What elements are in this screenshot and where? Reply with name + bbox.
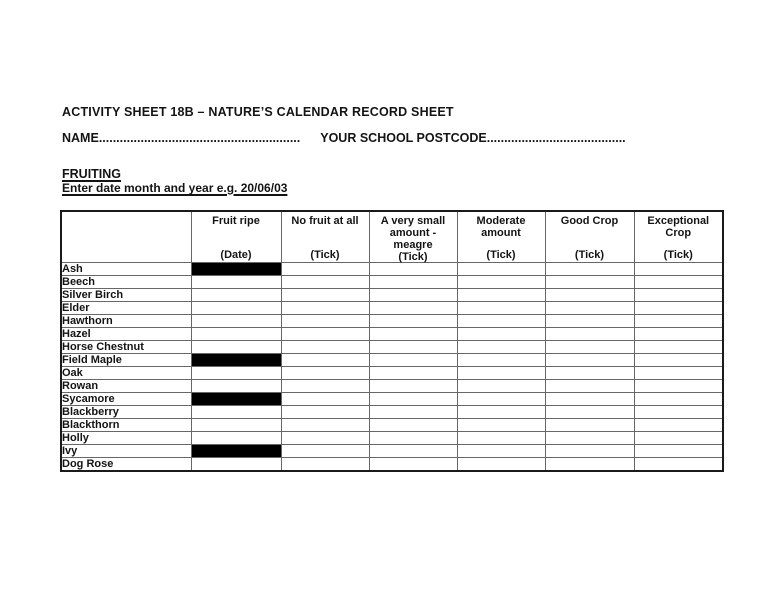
- tick-cell-empty: [457, 302, 545, 315]
- page-title: ACTIVITY SHEET 18B – NATURE’S CALENDAR RECORD SHEET: [62, 105, 454, 119]
- name-fill-line: ..........................................................: [98, 131, 301, 145]
- table-row: [61, 367, 723, 380]
- tick-cell-empty: [369, 328, 457, 341]
- tick-cell-empty: [457, 419, 545, 432]
- table-row: [61, 289, 723, 302]
- tick-cell-empty: [369, 393, 457, 406]
- column-label: A very small amount - meagre: [380, 215, 446, 251]
- instruction-text: Enter date month and year e.g. 20/06/03: [62, 181, 288, 195]
- tick-cell-empty: [457, 406, 545, 419]
- fruiting-table: [60, 210, 724, 472]
- tick-cell-empty: [369, 276, 457, 289]
- table-row: [61, 445, 723, 458]
- date-cell-empty: [191, 458, 281, 472]
- column-header-moderate-amount: [457, 211, 545, 263]
- tick-cell-empty: [545, 328, 634, 341]
- tick-cell-empty: [281, 458, 369, 472]
- tick-cell-empty: [281, 328, 369, 341]
- tick-cell-empty: [369, 354, 457, 367]
- column-label: Moderate amount: [476, 215, 526, 239]
- tick-cell-empty: [545, 406, 634, 419]
- column-header-fruit-ripe: [191, 211, 281, 263]
- tick-cell-empty: [369, 315, 457, 328]
- tick-cell-empty: [281, 315, 369, 328]
- tick-cell-empty: [634, 419, 723, 432]
- tick-cell-empty: [281, 289, 369, 302]
- tick-cell-empty: [369, 302, 457, 315]
- tick-cell-empty: [457, 289, 545, 302]
- species-name: Hawthorn: [61, 315, 191, 328]
- column-sub-label: (Tick): [574, 249, 605, 261]
- column-header-species: [61, 211, 191, 263]
- date-cell-empty: [191, 289, 281, 302]
- species-name: Silver Birch: [61, 289, 191, 302]
- date-cell-filled: [191, 393, 281, 406]
- column-sub-label: (Date): [220, 249, 252, 261]
- species-name: Ivy: [61, 445, 191, 458]
- date-cell-empty: [191, 367, 281, 380]
- date-cell-empty: [191, 419, 281, 432]
- column-sub-label: (Tick): [310, 249, 340, 261]
- date-cell-filled: [191, 263, 281, 276]
- tick-cell-empty: [634, 445, 723, 458]
- tick-cell-empty: [369, 432, 457, 445]
- tick-cell-empty: [457, 354, 545, 367]
- species-name: Blackthorn: [61, 419, 191, 432]
- name-label: NAME: [62, 131, 99, 145]
- column-label: Fruit ripe: [212, 215, 260, 227]
- tick-cell-empty: [634, 341, 723, 354]
- date-cell-empty: [191, 406, 281, 419]
- date-cell-empty: [191, 315, 281, 328]
- tick-cell-empty: [457, 393, 545, 406]
- date-cell-empty: [191, 328, 281, 341]
- tick-cell-empty: [369, 367, 457, 380]
- species-name: Sycamore: [61, 393, 191, 406]
- date-cell-empty: [191, 302, 281, 315]
- tick-cell-empty: [634, 367, 723, 380]
- tick-cell-empty: [634, 263, 723, 276]
- tick-cell-empty: [281, 354, 369, 367]
- column-sub-label: (Tick): [663, 249, 693, 261]
- tick-cell-empty: [281, 380, 369, 393]
- tick-cell-empty: [281, 341, 369, 354]
- date-cell-empty: [191, 432, 281, 445]
- postcode-label: YOUR SCHOOL POSTCODE: [320, 131, 487, 145]
- tick-cell-empty: [545, 289, 634, 302]
- tick-cell-empty: [369, 445, 457, 458]
- tick-cell-empty: [369, 419, 457, 432]
- tick-cell-empty: [457, 367, 545, 380]
- tick-cell-empty: [634, 302, 723, 315]
- tick-cell-empty: [281, 406, 369, 419]
- tick-cell-empty: [634, 315, 723, 328]
- table-row: [61, 341, 723, 354]
- column-label: No fruit at all: [291, 215, 359, 227]
- tick-cell-empty: [634, 289, 723, 302]
- table-row: [61, 354, 723, 367]
- tick-cell-empty: [545, 341, 634, 354]
- tick-cell-empty: [634, 328, 723, 341]
- tick-cell-empty: [545, 354, 634, 367]
- species-name: Beech: [61, 276, 191, 289]
- tick-cell-empty: [281, 432, 369, 445]
- table-row: [61, 458, 723, 472]
- column-header-very-small-amount-meagre: [369, 211, 457, 263]
- table-row: [61, 302, 723, 315]
- tick-cell-empty: [634, 406, 723, 419]
- tick-cell-empty: [545, 393, 634, 406]
- table-row: [61, 276, 723, 289]
- name-postcode-line: [62, 131, 626, 145]
- tick-cell-empty: [281, 367, 369, 380]
- date-cell-empty: [191, 341, 281, 354]
- species-name: Blackberry: [61, 406, 191, 419]
- tick-cell-empty: [369, 341, 457, 354]
- species-name: Elder: [61, 302, 191, 315]
- tick-cell-empty: [369, 458, 457, 472]
- tick-cell-empty: [457, 328, 545, 341]
- tick-cell-empty: [281, 419, 369, 432]
- table-header-row: [61, 211, 723, 263]
- date-cell-filled: [191, 354, 281, 367]
- species-name: Oak: [61, 367, 191, 380]
- tick-cell-empty: [457, 445, 545, 458]
- column-header-exceptional-crop: [634, 211, 723, 263]
- tick-cell-empty: [457, 432, 545, 445]
- tick-cell-empty: [281, 393, 369, 406]
- tick-cell-empty: [457, 380, 545, 393]
- tick-cell-empty: [457, 341, 545, 354]
- tick-cell-empty: [369, 289, 457, 302]
- tick-cell-empty: [457, 315, 545, 328]
- postcode-fill-line: ........................................: [486, 131, 626, 145]
- date-cell-filled: [191, 445, 281, 458]
- tick-cell-empty: [369, 406, 457, 419]
- tick-cell-empty: [545, 458, 634, 472]
- tick-cell-empty: [634, 393, 723, 406]
- tick-cell-empty: [634, 458, 723, 472]
- table-row: [61, 393, 723, 406]
- species-name: Field Maple: [61, 354, 191, 367]
- tick-cell-empty: [634, 380, 723, 393]
- tick-cell-empty: [369, 263, 457, 276]
- tick-cell-empty: [369, 380, 457, 393]
- tick-cell-empty: [545, 263, 634, 276]
- table-row: [61, 406, 723, 419]
- tick-cell-empty: [457, 458, 545, 472]
- table-row: [61, 419, 723, 432]
- species-name: Holly: [61, 432, 191, 445]
- tick-cell-empty: [545, 380, 634, 393]
- column-sub-label: (Tick): [398, 251, 428, 263]
- species-name: Ash: [61, 263, 191, 276]
- column-header-good-crop: [545, 211, 634, 263]
- species-name: Dog Rose: [61, 458, 191, 472]
- species-name: Hazel: [61, 328, 191, 341]
- tick-cell-empty: [281, 302, 369, 315]
- table-row: [61, 380, 723, 393]
- tick-cell-empty: [281, 445, 369, 458]
- tick-cell-empty: [281, 263, 369, 276]
- date-cell-empty: [191, 276, 281, 289]
- section-heading: FRUITING: [62, 167, 122, 181]
- species-name: Rowan: [61, 380, 191, 393]
- date-cell-empty: [191, 380, 281, 393]
- table-row: [61, 328, 723, 341]
- tick-cell-empty: [545, 276, 634, 289]
- tick-cell-empty: [634, 432, 723, 445]
- tick-cell-empty: [634, 354, 723, 367]
- tick-cell-empty: [545, 367, 634, 380]
- tick-cell-empty: [281, 276, 369, 289]
- tick-cell-empty: [545, 302, 634, 315]
- column-sub-label: (Tick): [486, 249, 516, 261]
- tick-cell-empty: [545, 315, 634, 328]
- column-label: Good Crop: [560, 215, 619, 227]
- column-label: Exceptional Crop: [647, 215, 710, 239]
- table-row: [61, 263, 723, 276]
- tick-cell-empty: [457, 263, 545, 276]
- tick-cell-empty: [457, 276, 545, 289]
- tick-cell-empty: [634, 276, 723, 289]
- tick-cell-empty: [545, 432, 634, 445]
- tick-cell-empty: [545, 445, 634, 458]
- table-row: [61, 315, 723, 328]
- column-header-no-fruit-at-all: [281, 211, 369, 263]
- table-row: [61, 432, 723, 445]
- tick-cell-empty: [545, 419, 634, 432]
- species-name: Horse Chestnut: [61, 341, 191, 354]
